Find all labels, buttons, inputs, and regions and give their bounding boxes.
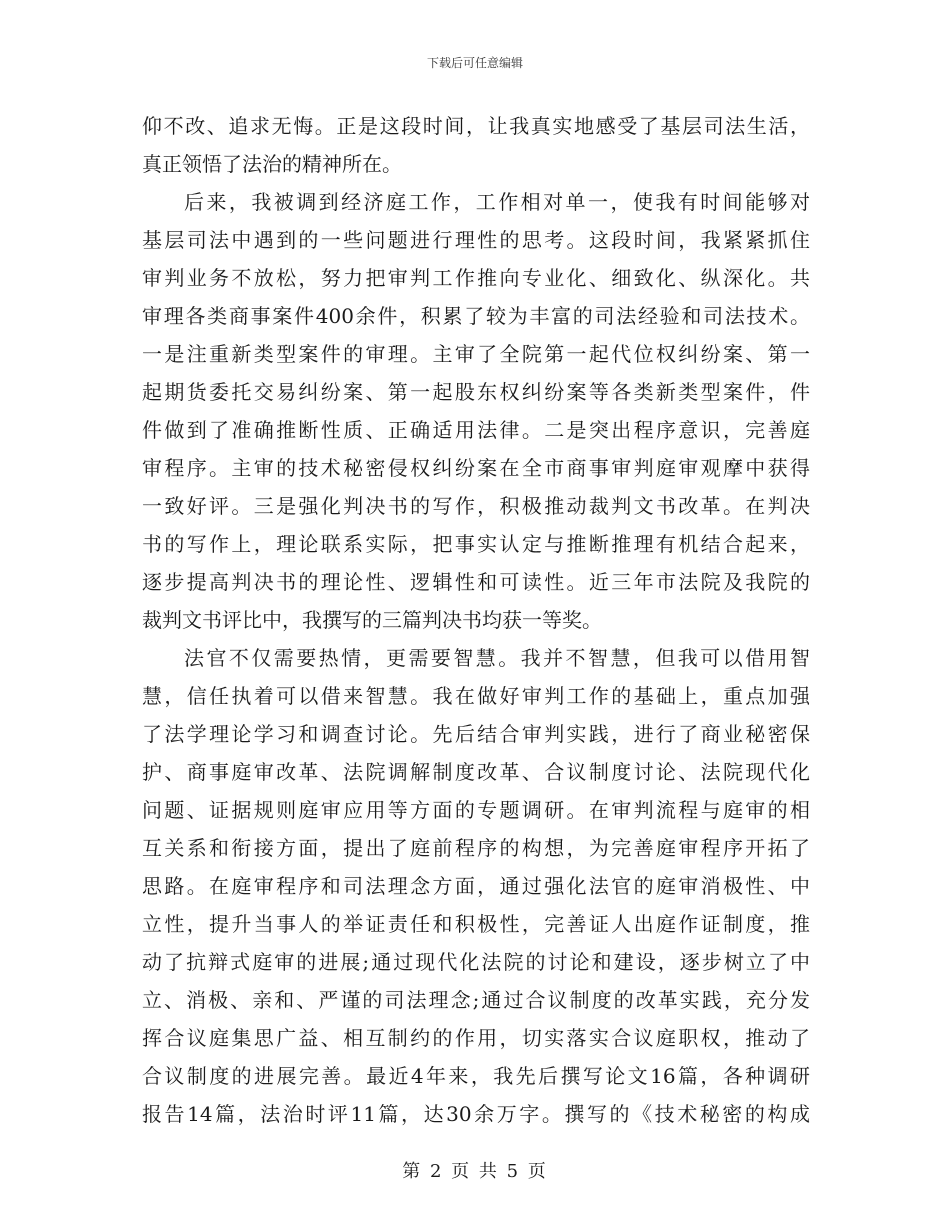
text-line: 基层司法中遇到的一些问题进行理性的思考。这段时间，我紧紧抓住: [142, 228, 810, 252]
text-line: 审判业务不放松，努力把审判工作推向专业化、细致化、纵深化。共: [142, 266, 810, 290]
text-line: 审程序。主审的技术秘密侵权纠纷案在全市商事审判庭审观摩中获得: [142, 456, 810, 480]
text-line: 互关系和衔接方面，提出了庭前程序的构想，为完善庭审程序开拓了: [142, 836, 810, 860]
text-line: 挥合议庭集思广益、相互制约的作用，切实落实合议庭职权，推动了: [142, 1026, 810, 1050]
text-line: 慧，信任执着可以借来智慧。我在做好审判工作的基础上，重点加强: [142, 684, 810, 708]
text-line: 一是注重新类型案件的审理。主审了全院第一起代位权纠纷案、第一: [142, 342, 810, 366]
text-line: 法官不仅需要热情，更需要智慧。我并不智慧，但我可以借用智: [184, 646, 810, 670]
text-line: 思路。在庭审程序和司法理念方面，通过强化法官的庭审消极性、中: [142, 874, 810, 898]
text-line: 护、商事庭审改革、法院调解制度改革、合议制度讨论、法院现代化: [142, 760, 810, 784]
body-text: [142, 107, 810, 1133]
text-line: 一致好评。三是强化判决书的写作，积极推动裁判文书改革。在判决: [142, 494, 810, 518]
text-line: 书的写作上，理论联系实际，把事实认定与推断推理有机结合起来，: [142, 532, 810, 556]
text-line: 问题、证据规则庭审应用等方面的专题调研。在审判流程与庭审的相: [142, 798, 810, 822]
text-line: 件做到了准确推断性质、正确适用法律。二是突出程序意识，完善庭: [142, 418, 810, 442]
page-header: 下载后可任意编辑: [426, 56, 523, 70]
page-footer: 第 2 页 共 5 页: [402, 1161, 548, 1182]
text-line: 立、消极、亲和、严谨的司法理念;通过合议制度的改革实践，充分发: [142, 988, 810, 1012]
text-line: 立性，提升当事人的举证责任和积极性，完善证人出庭作证制度，推: [142, 912, 810, 936]
text-line: 审理各类商事案件400余件，积累了较为丰富的司法经验和司法技术。: [142, 304, 810, 328]
text-line: 裁判文书评比中，我撰写的三篇判决书均获一等奖。: [142, 608, 602, 632]
text-line: 起期货委托交易纠纷案、第一起股东权纠纷案等各类新类型案件，件: [142, 380, 810, 404]
text-line: 动了抗辩式庭审的进展;通过现代化法院的讨论和建设，逐步树立了中: [142, 950, 810, 974]
text-line: 了法学理论学习和调查讨论。先后结合审判实践，进行了商业秘密保: [142, 722, 810, 746]
text-line: 报告14篇，法治时评11篇，达30余万字。撰写的《技术秘密的构成: [142, 1102, 810, 1126]
text-line: 后来，我被调到经济庭工作，工作相对单一，使我有时间能够对: [184, 190, 810, 214]
text-line: 仰不改、追求无悔。正是这段时间，让我真实地感受了基层司法生活，: [142, 114, 810, 138]
text-line: 合议制度的进展完善。最近4年来，我先后撰写论文16篇，各种调研: [142, 1064, 810, 1088]
text-line: 真正领悟了法治的精神所在。: [142, 152, 402, 176]
text-line: 逐步提高判决书的理论性、逻辑性和可读性。近三年市法院及我院的: [142, 570, 810, 594]
